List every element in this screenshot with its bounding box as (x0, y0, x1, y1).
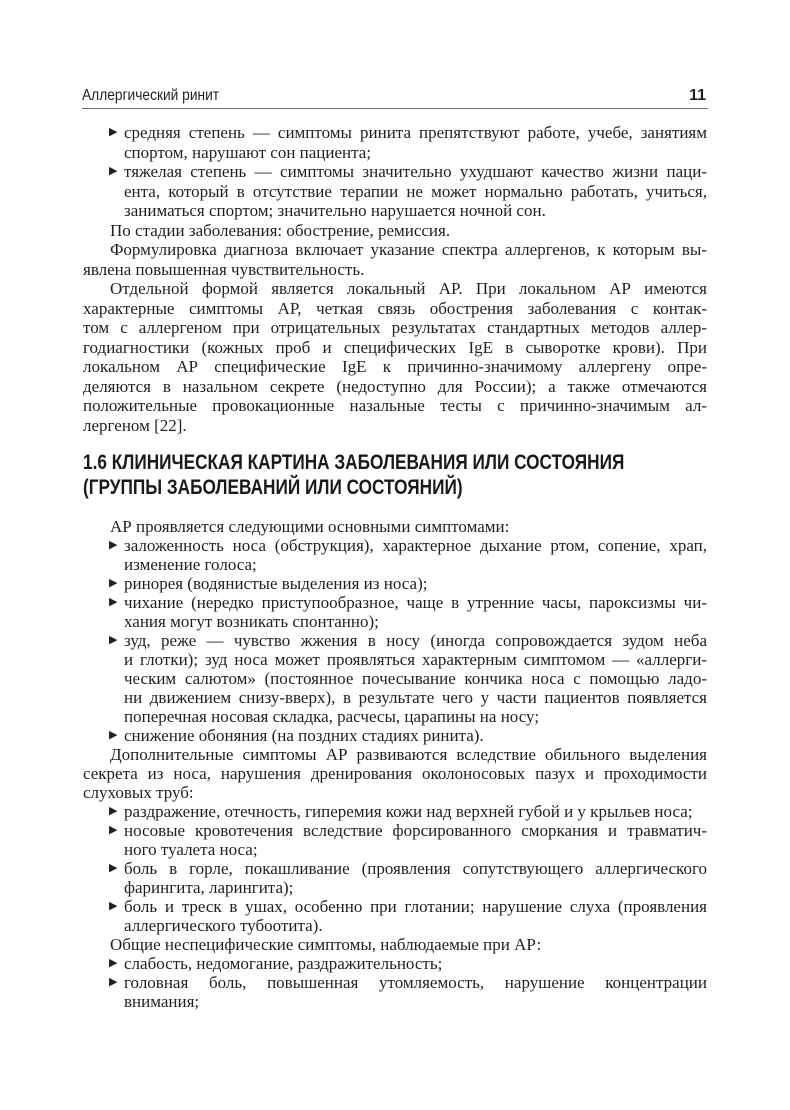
triangle-right-icon: ▶ (109, 957, 118, 969)
text-line: носовые кровотечения вследствие форсированного сморкания и травматич- (124, 821, 707, 840)
text-line: средняя степень — симптомы ринита препятствуют работе, учебе, занятиям (124, 123, 707, 142)
text-line: снижение обоняния (на поздних стадиях ринита). (124, 726, 484, 745)
triangle-right-icon: ▶ (109, 539, 118, 551)
text-line: внимания; (124, 992, 200, 1011)
triangle-right-icon: ▶ (109, 805, 118, 817)
list-item (83, 162, 707, 221)
text-line: Отдельной формой является локальный АР. При локальном АР имеются (110, 279, 707, 298)
heading-line: (ГРУППЫ ЗАБОЛЕВАНИЙ ИЛИ СОСТОЯНИЙ) (83, 476, 463, 499)
triangle-right-icon: ▶ (109, 126, 118, 138)
triangle-right-icon: ▶ (109, 596, 118, 608)
text-line: зуд, реже — чувство жжения в носу (иногда сопровождается зудом неба (124, 631, 707, 650)
text-line: фарингита, ларингита); (124, 878, 294, 897)
list-item (83, 536, 707, 574)
triangle-right-icon: ▶ (109, 976, 118, 988)
text-line: ческим салютом» (постоянное почесывание кончика носа с помощью ладо- (124, 669, 707, 688)
paragraph (83, 221, 707, 241)
text-line: и глотки); зуд носа может проявляться характерным симптомом — «аллерги- (124, 650, 707, 669)
list-item (83, 802, 707, 821)
text-line: локальном АР специфические IgE к причинно-значимому аллергену опре- (83, 357, 707, 376)
list-item (83, 973, 707, 1011)
triangle-right-icon: ▶ (109, 634, 118, 646)
text-line: секрета из носа, нарушения дренирования околоносовых пазух и проходимости (83, 764, 707, 783)
list-item (83, 726, 707, 745)
text-line: ента, который в отсутствие терапии не может нормально работать, учиться, (124, 181, 707, 201)
section-classification-text (83, 123, 707, 435)
triangle-right-icon: ▶ (109, 824, 118, 836)
paragraph (83, 935, 707, 954)
page-number: 11 (689, 87, 706, 104)
text-line: лергеном [22]. (83, 415, 187, 435)
list-item (83, 574, 707, 593)
running-title: Аллергический ринит (82, 87, 220, 104)
text-line: положительные провокационные назальные тесты с причинно-значимым ал- (83, 396, 707, 415)
text-line: явлена повышенная чувствительность. (83, 259, 365, 279)
list-item (83, 123, 707, 162)
triangle-right-icon: ▶ (109, 862, 118, 874)
paragraph (83, 745, 707, 802)
triangle-right-icon: ▶ (109, 165, 118, 177)
text-line: спортом, нарушают сон пациента; (124, 142, 372, 162)
text-line: заниматься спортом; значительно нарушается ночной сон. (124, 201, 546, 220)
section-clinical-picture-text (83, 517, 707, 1011)
heading-line: 1.6 КЛИНИЧЕСКАЯ КАРТИНА ЗАБОЛЕВАНИЯ ИЛИ СОСТОЯНИЯ (83, 451, 625, 474)
list-item (83, 897, 707, 935)
text-line: тяжелая степень — симптомы значительно ухудшают качество жизни паци- (124, 162, 707, 181)
list-item (83, 631, 707, 726)
paragraph (83, 240, 707, 279)
text-line: По стадии заболевания: обострение, ремиссия. (110, 220, 451, 240)
running-header (82, 86, 708, 109)
section-heading (83, 450, 624, 500)
text-line: ни движением снизу-вверх), в результате чего у части пациентов появляется (124, 688, 707, 707)
triangle-right-icon: ▶ (109, 900, 118, 912)
text-line: АР проявляется следующими основными симптомами: (110, 517, 510, 536)
text-line: головная боль, повышенная утомляемость, нарушение концентрации (124, 973, 707, 992)
text-line: Формулировка диагноза включает указание спектра аллергенов, к которым вы- (110, 240, 707, 259)
list-item (83, 954, 707, 973)
text-line: хания могут возникать спонтанно); (124, 612, 379, 631)
text-line: чихание (нередко приступообразное, чаще в утренние часы, пароксизмы чи- (124, 593, 707, 612)
text-line: изменение голоса; (124, 555, 257, 574)
text-line: раздражение, отечность, гиперемия кожи над верхней губой и у крыльев носа; (124, 802, 693, 821)
list-item (83, 821, 707, 859)
text-line: слуховых труб: (83, 783, 194, 802)
text-line: ного туалета носа; (124, 840, 258, 859)
text-line: характерные симптомы АР, четкая связь обострения заболевания с контак- (83, 298, 707, 318)
text-line: боль и треск в ушах, особенно при глотании; нарушение слуха (проявления (124, 897, 707, 916)
text-line: том с аллергеном при отрицательных результатах стандартных методов аллер- (83, 318, 707, 337)
text-line: Общие неспецифические симптомы, наблюдаемые при АР: (110, 935, 542, 954)
text-line: ринорея (водянистые выделения из носа); (124, 574, 428, 593)
text-line: заложенность носа (обструкция), характерное дыхание ртом, сопение, храп, (124, 536, 707, 555)
text-line: боль в горле, покашливание (проявления сопутствующего аллергического (124, 859, 707, 878)
triangle-right-icon: ▶ (109, 729, 118, 741)
text-line: слабость, недомогание, раздражительность; (124, 954, 443, 973)
paragraph (83, 279, 707, 435)
text-line: поперечная носовая складка, расчесы, царапины на носу; (124, 707, 540, 726)
list-item (83, 593, 707, 631)
text-line: годиагностики (кожных проб и специфических IgE в сыворотке крови). При (83, 337, 707, 357)
text-line: деляются в назальном секрете (недоступно для России); а также отмечаются (83, 376, 707, 396)
text-line: Дополнительные симптомы АР развиваются вследствие обильного выделения (110, 745, 707, 764)
list-item (83, 859, 707, 897)
triangle-right-icon: ▶ (109, 577, 118, 589)
paragraph (83, 517, 707, 536)
text-line: аллергического тубоотита). (124, 916, 323, 935)
